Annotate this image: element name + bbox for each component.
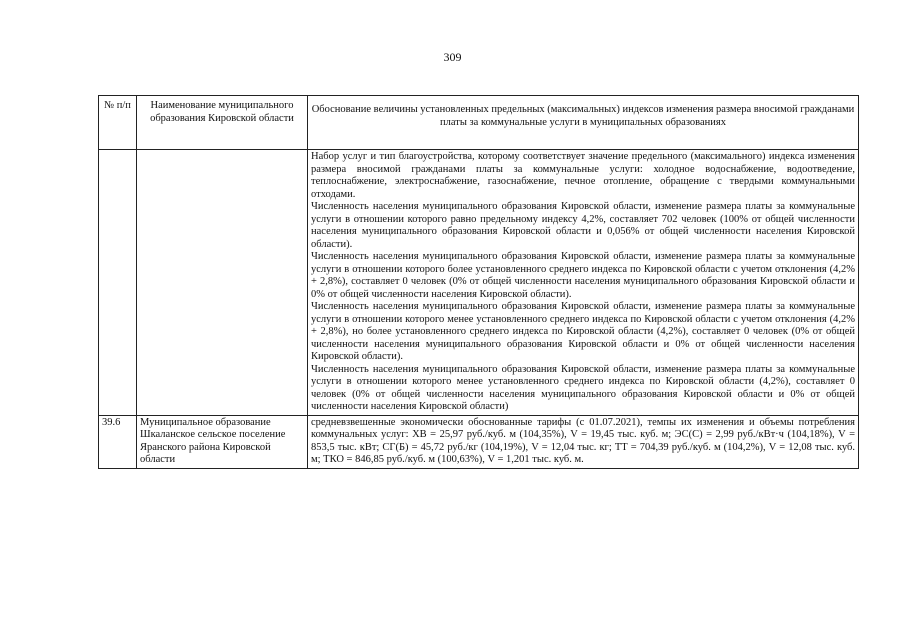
tariff-justification-table bbox=[98, 95, 859, 469]
table-row bbox=[99, 415, 859, 468]
row-number: 39.6 bbox=[99, 415, 137, 468]
justification-paragraph: Численность населения муниципального образования Кировской области, изменение размера платы за коммунальные услуги в отношении которого равно предельному индексу 4,2%, составляет 702 человек (100% от общей численности населения муниципального образования Кировской области и 0,056% от общей численности населения Кировской области). bbox=[311, 201, 855, 250]
header-number: № п/п bbox=[99, 96, 137, 150]
table-row bbox=[99, 150, 859, 416]
justification-paragraph: средневзвешенные экономически обоснованные тарифы (с 01.07.2021), темпы их изменения и объемы потребления коммунальных услуг: ХВ = 25,97 руб./куб. м (104,35%), V = 19,45 тыс. куб. м; ЭС(С) = 2,99 руб./кВт·ч (104,18%), V = 853,5 тыс. кВт; СГ(Б) = 45,72 руб./кг (104,19%), V = 12,04 тыс. кг; ТТ = 704,39 руб./куб. м (104,2%), V = 12,08 тыс. куб. м; ТКО = 846,85 руб./куб. м (100,63%), V = 1,201 тыс. куб. м. bbox=[311, 416, 855, 465]
table-header-row bbox=[99, 96, 859, 150]
row-justification bbox=[308, 150, 859, 416]
justification-paragraph: Набор услуг и тип благоустройства, которому соответствует значение предельного (максимального) индекса изменения размера вносимой гражданами платы за коммунальные услуги: холодное водоснабжение, водоотведение, теплоснабжение, электроснабжение, газоснабжение, печное отопление, обращение с твердыми коммунальными отходами. bbox=[311, 151, 855, 200]
row-municipality-name bbox=[137, 150, 308, 416]
justification-paragraph: Численность населения муниципального образования Кировской области, изменение размера платы за коммунальные услуги в отношении которого менее установленного среднего индекса по Кировской области (4,2%), составляет 0 человек (0% от общей численности населения муниципального образования Кировской области и 0% от общей численности населения Кировской области) bbox=[311, 363, 855, 412]
row-municipality-name: Муниципальное образование Шкаланское сельское поселение Яранского района Кировской области bbox=[137, 415, 308, 468]
header-municipality-name: Наименование муниципального образования Кировской области bbox=[137, 96, 308, 150]
row-number bbox=[99, 150, 137, 416]
justification-paragraph: Численность населения муниципального образования Кировской области, изменение размера платы за коммунальные услуги в отношении которого более установленного среднего индекса по Кировской области с учетом отклонения (4,2% + 2,8%), составляет 0 человек (0% от общей численности населения муниципального образования Кировской области и 0% от общей численности населения Кировской области). bbox=[311, 251, 855, 300]
justification-paragraph: Численность населения муниципального образования Кировской области, изменение размера платы за коммунальные услуги в отношении которого менее установленного среднего индекса по Кировской области с учетом отклонения (4,2% + 2,8%), но более установленного среднего индекса по Кировской области (4,2%), составляет 0 человек (0% от общей численности населения муниципального образования Кировской области и 0% от общей численности населения Кировской области). bbox=[311, 301, 855, 362]
header-justification: Обоснование величины установленных предельных (максимальных) индексов изменения размера вносимой гражданами платы за коммунальные услуги в муниципальных образованиях bbox=[308, 96, 859, 150]
row-justification bbox=[308, 415, 859, 468]
page-number: 309 bbox=[443, 50, 462, 64]
